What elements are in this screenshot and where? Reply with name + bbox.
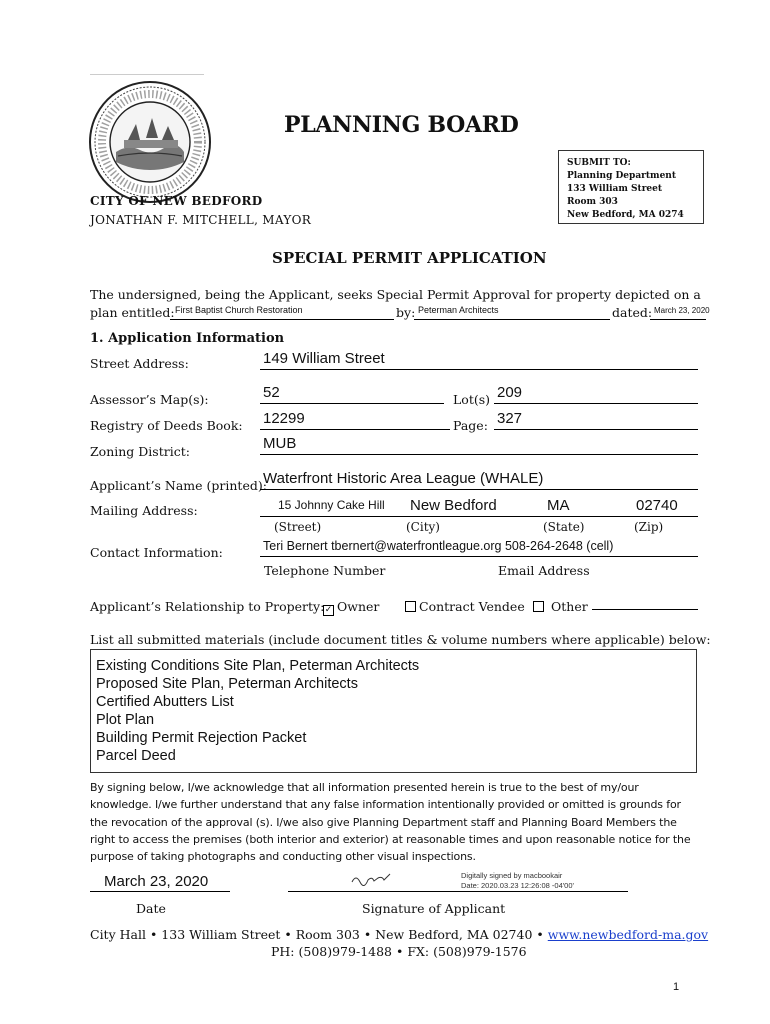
other-label: Other: [551, 599, 588, 614]
digital-signature-line: Date: 2020.03.23 12:26:08 -04'00': [461, 881, 574, 890]
dated-label: dated:: [612, 305, 653, 320]
by-field[interactable]: Peterman Architects: [418, 305, 499, 315]
mailing-zip-field[interactable]: 02740: [636, 497, 678, 514]
assessor-map-field[interactable]: 52: [263, 384, 280, 401]
street-address-field[interactable]: 149 William Street: [263, 350, 385, 367]
digital-signature-note: [461, 871, 574, 891]
signature-scribble-icon: [350, 870, 396, 888]
contract-vendee-label: Contract Vendee: [419, 599, 525, 614]
page-label: Page:: [453, 418, 488, 433]
submit-to-line: Room 303: [567, 197, 618, 207]
mailing-street-field[interactable]: 15 Johnny Cake Hill: [278, 498, 385, 512]
street-caption: (Street): [274, 520, 322, 534]
relationship-label: Applicant’s Relationship to Property:: [90, 599, 325, 614]
city-seal-icon: [88, 80, 212, 204]
mailing-city-field[interactable]: New Bedford: [410, 497, 497, 514]
digital-signature-line: Digitally signed by macbookair: [461, 871, 563, 880]
material-item: Plot Plan: [96, 712, 155, 728]
applicant-name-label: Applicant’s Name (printed):: [90, 478, 267, 493]
submit-to-line: 133 William Street: [567, 184, 663, 194]
by-label: by:: [396, 305, 416, 320]
material-item: Certified Abutters List: [96, 694, 234, 710]
assessor-map-label: Assessor’s Map(s):: [90, 392, 209, 407]
state-caption: (State): [543, 520, 585, 534]
page-title: PLANNING BOARD: [284, 112, 519, 138]
materials-prompt: List all submitted materials (include document titles & volume numbers where applicable) below:: [90, 632, 711, 647]
top-rule: [90, 74, 204, 75]
other-option[interactable]: [533, 599, 588, 614]
contact-info-label: Contact Information:: [90, 545, 223, 560]
submit-to-line: New Bedford, MA 0274: [567, 210, 684, 220]
zip-caption: (Zip): [634, 520, 664, 534]
dated-field[interactable]: March 23, 2020: [654, 306, 710, 315]
contract-vendee-option[interactable]: [405, 599, 525, 614]
footer-phone: PH: (508)979-1488 • FX: (508)979-1576: [271, 944, 527, 959]
applicant-name-field[interactable]: Waterfront Historic Area League (WHALE): [263, 470, 544, 487]
city-name: CITY OF NEW BEDFORD: [90, 194, 263, 208]
page-number: 1: [673, 981, 680, 993]
plan-entitled-field[interactable]: First Baptist Church Restoration: [175, 305, 303, 315]
acknowledgement-text: By signing below, I/we acknowledge that all information presented herein is true to the best of my/our knowledge. I/we further understand that any false information intentionally provided or omitted is grounds for the revocation of the approval (s). I/we also give Planning Department staff and Planning Board Members the right to access the premises (both interior and exterior) at reasonable times and upon reasonable notice for the purpose of taking photographs and conducting other visual inspections.: [90, 781, 691, 864]
telephone-caption: Telephone Number: [264, 563, 386, 578]
material-item: Existing Conditions Site Plan, Peterman Architects: [96, 658, 420, 674]
owner-option[interactable]: [323, 599, 379, 615]
section-heading: 1. Application Information: [90, 331, 285, 346]
intro-line: The undersigned, being the Applicant, seeks Special Permit Approval for property depicted on a: [90, 287, 701, 302]
plan-entitled-label: plan entitled:: [90, 305, 175, 320]
form-title: SPECIAL PERMIT APPLICATION: [272, 249, 547, 267]
lots-field[interactable]: 209: [497, 384, 523, 401]
submit-to-box: [558, 150, 704, 224]
signature-label: Signature of Applicant: [362, 901, 506, 916]
date-field[interactable]: March 23, 2020: [104, 873, 209, 890]
owner-label: Owner: [337, 599, 380, 614]
city-caption: (City): [406, 520, 440, 534]
page-field[interactable]: 327: [497, 410, 523, 427]
mailing-state-field[interactable]: MA: [547, 497, 570, 514]
submit-to-line: SUBMIT TO:: [567, 158, 631, 168]
material-item: Parcel Deed: [96, 748, 176, 764]
other-checkbox[interactable]: [533, 601, 544, 612]
email-caption: Email Address: [498, 563, 590, 578]
contract-vendee-checkbox[interactable]: [405, 601, 416, 612]
owner-checkbox[interactable]: ✓: [324, 605, 333, 615]
street-address-label: Street Address:: [90, 356, 189, 371]
materials-textarea[interactable]: [90, 649, 697, 773]
footer-address-text: City Hall • 133 William Street • Room 303 • New Bedford, MA 02740 •: [90, 927, 548, 942]
material-item: Proposed Site Plan, Peterman Architects: [96, 676, 358, 692]
submit-to-line: Planning Department: [567, 171, 676, 181]
zoning-district-field[interactable]: MUB: [263, 435, 297, 452]
contact-info-field[interactable]: Teri Bernert tbernert@waterfrontleague.org 508-264-2648 (cell): [263, 539, 614, 553]
footer-address: [90, 927, 708, 942]
website-link[interactable]: www.newbedford-ma.gov: [547, 927, 709, 942]
mailing-address-label: Mailing Address:: [90, 503, 198, 518]
lots-label: Lot(s): [453, 392, 491, 407]
deeds-book-field[interactable]: 12299: [263, 410, 305, 427]
material-item: Building Permit Rejection Packet: [96, 730, 307, 746]
zoning-district-label: Zoning District:: [90, 444, 190, 459]
mayor-name: JONATHAN F. MITCHELL, MAYOR: [90, 213, 312, 227]
date-label: Date: [136, 901, 166, 916]
deeds-book-label: Registry of Deeds Book:: [90, 418, 243, 433]
